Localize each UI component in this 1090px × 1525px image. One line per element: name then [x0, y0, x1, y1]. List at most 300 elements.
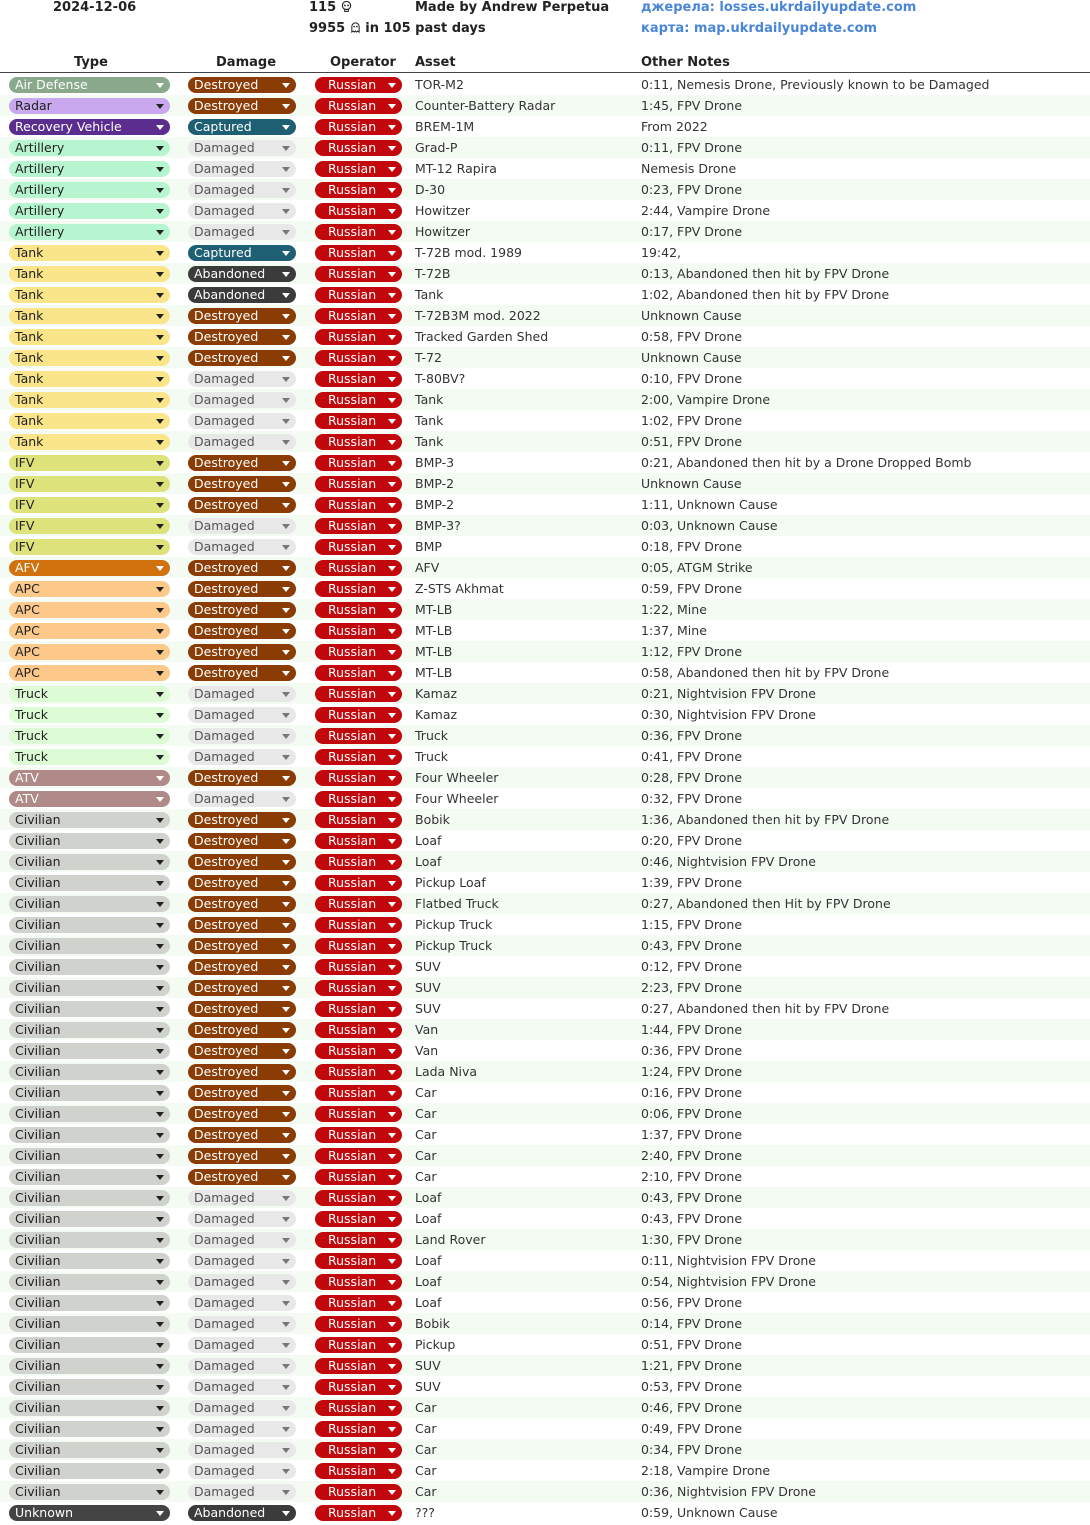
type-select[interactable]	[9, 602, 170, 618]
notes-cell: 0:11, Nightvision FPV Drone	[641, 1253, 816, 1268]
operator-select[interactable]	[315, 161, 402, 177]
damage-select-label: Damaged	[194, 1232, 255, 1247]
type-select[interactable]	[9, 518, 170, 534]
type-select[interactable]	[9, 350, 170, 366]
damage-select[interactable]	[188, 392, 296, 408]
type-select[interactable]	[9, 938, 170, 954]
damage-select-label: Destroyed	[194, 308, 259, 323]
type-select[interactable]	[9, 203, 170, 219]
damage-select[interactable]	[188, 1505, 296, 1521]
damage-select[interactable]	[188, 434, 296, 450]
operator-select[interactable]	[315, 476, 402, 492]
asset-cell: Pickup Loaf	[415, 875, 486, 890]
damage-select[interactable]	[188, 1463, 296, 1479]
damage-select[interactable]	[188, 581, 296, 597]
asset-cell: Car	[415, 1106, 437, 1121]
operator-select-label: Russian	[328, 581, 377, 596]
type-select[interactable]	[9, 1211, 170, 1227]
damage-select[interactable]	[188, 1316, 296, 1332]
damage-select[interactable]	[188, 161, 296, 177]
damage-select[interactable]	[188, 1022, 296, 1038]
operator-select[interactable]	[315, 1274, 402, 1290]
damage-select[interactable]	[188, 476, 296, 492]
damage-select[interactable]	[188, 602, 296, 618]
type-select[interactable]	[9, 791, 170, 807]
operator-select-label: Russian	[328, 518, 377, 533]
type-select[interactable]	[9, 455, 170, 471]
damage-select[interactable]	[188, 413, 296, 429]
damage-select[interactable]	[188, 686, 296, 702]
dropdown-arrow-icon	[156, 860, 164, 865]
dropdown-arrow-icon	[156, 230, 164, 235]
operator-select[interactable]	[315, 1232, 402, 1248]
type-select[interactable]	[9, 1022, 170, 1038]
type-select-label: Tank	[15, 266, 44, 281]
operator-select[interactable]	[315, 1295, 402, 1311]
type-select[interactable]	[9, 182, 170, 198]
sources-link[interactable]: джерела: losses.ukrdailyupdate.com	[641, 0, 917, 15]
damage-select[interactable]	[188, 140, 296, 156]
type-select[interactable]	[9, 875, 170, 891]
dropdown-arrow-icon	[388, 482, 396, 487]
operator-select-label: Russian	[328, 854, 377, 869]
type-select[interactable]	[9, 119, 170, 135]
dropdown-arrow-icon	[282, 125, 290, 130]
type-select[interactable]	[9, 644, 170, 660]
damage-select[interactable]	[188, 203, 296, 219]
type-select[interactable]	[9, 770, 170, 786]
damage-select[interactable]	[188, 980, 296, 996]
type-select[interactable]	[9, 1358, 170, 1374]
type-select[interactable]	[9, 812, 170, 828]
damage-select[interactable]	[188, 1232, 296, 1248]
type-select[interactable]	[9, 728, 170, 744]
type-select-label: Civilian	[15, 1295, 61, 1310]
operator-select[interactable]	[315, 1127, 402, 1143]
type-select[interactable]	[9, 371, 170, 387]
operator-select[interactable]	[315, 1400, 402, 1416]
operator-select[interactable]	[315, 1379, 402, 1395]
operator-select[interactable]	[315, 1085, 402, 1101]
operator-select[interactable]	[315, 623, 402, 639]
damage-select[interactable]	[188, 1484, 296, 1500]
damage-select[interactable]	[188, 1400, 296, 1416]
type-select[interactable]	[9, 980, 170, 996]
dropdown-arrow-icon	[388, 545, 396, 550]
operator-select[interactable]	[315, 854, 402, 870]
table-row	[0, 74, 1090, 95]
operator-select[interactable]	[315, 707, 402, 723]
damage-select[interactable]	[188, 1085, 296, 1101]
operator-select[interactable]	[315, 497, 402, 513]
type-select[interactable]	[9, 1043, 170, 1059]
table-row	[0, 284, 1090, 305]
type-select[interactable]	[9, 245, 170, 261]
dropdown-arrow-icon	[388, 1343, 396, 1348]
asset-cell: MT-LB	[415, 602, 453, 617]
operator-select-label: Russian	[328, 308, 377, 323]
operator-select[interactable]	[315, 287, 402, 303]
type-select[interactable]	[9, 833, 170, 849]
type-select[interactable]	[9, 1316, 170, 1332]
operator-select[interactable]	[315, 1106, 402, 1122]
type-select[interactable]	[9, 392, 170, 408]
damage-select[interactable]	[188, 245, 296, 261]
operator-select[interactable]	[315, 98, 402, 114]
operator-select[interactable]	[315, 770, 402, 786]
type-select[interactable]	[9, 308, 170, 324]
type-select-label: Civilian	[15, 854, 61, 869]
damage-select[interactable]	[188, 623, 296, 639]
damage-select-label: Damaged	[194, 1253, 255, 1268]
type-select[interactable]	[9, 1295, 170, 1311]
dropdown-arrow-icon	[156, 776, 164, 781]
table-row	[0, 788, 1090, 809]
damage-select[interactable]	[188, 917, 296, 933]
operator-select[interactable]	[315, 980, 402, 996]
type-select[interactable]	[9, 140, 170, 156]
operator-select[interactable]	[315, 413, 402, 429]
operator-select-label: Russian	[328, 1232, 377, 1247]
damage-select[interactable]	[188, 119, 296, 135]
operator-select[interactable]	[315, 266, 402, 282]
type-select[interactable]	[9, 581, 170, 597]
type-select[interactable]	[9, 413, 170, 429]
operator-select[interactable]	[315, 644, 402, 660]
operator-select[interactable]	[315, 371, 402, 387]
type-select[interactable]	[9, 1169, 170, 1185]
dropdown-arrow-icon	[388, 356, 396, 361]
damage-select[interactable]	[188, 77, 296, 93]
dropdown-arrow-icon	[388, 1322, 396, 1327]
type-select-label: ATV	[15, 770, 39, 785]
type-select[interactable]	[9, 1106, 170, 1122]
type-select[interactable]	[9, 686, 170, 702]
type-select[interactable]	[9, 959, 170, 975]
dropdown-arrow-icon	[388, 713, 396, 718]
operator-select[interactable]	[315, 77, 402, 93]
type-select-label: Artillery	[15, 161, 65, 176]
dropdown-arrow-icon	[156, 209, 164, 214]
operator-select[interactable]	[315, 833, 402, 849]
damage-select[interactable]	[188, 644, 296, 660]
total-count	[309, 21, 486, 36]
type-select[interactable]	[9, 1085, 170, 1101]
operator-select[interactable]	[315, 560, 402, 576]
operator-select[interactable]	[315, 182, 402, 198]
operator-select[interactable]	[315, 812, 402, 828]
dropdown-arrow-icon	[156, 797, 164, 802]
operator-select-label: Russian	[328, 875, 377, 890]
damage-select[interactable]	[188, 1379, 296, 1395]
operator-select[interactable]	[315, 539, 402, 555]
operator-select[interactable]	[315, 749, 402, 765]
damage-select[interactable]	[188, 1274, 296, 1290]
asset-cell: Tank	[415, 413, 444, 428]
type-select[interactable]	[9, 476, 170, 492]
damage-select[interactable]	[188, 791, 296, 807]
operator-select[interactable]	[315, 140, 402, 156]
operator-select[interactable]	[315, 1001, 402, 1017]
operator-select[interactable]	[315, 392, 402, 408]
operator-select[interactable]	[315, 455, 402, 471]
type-select[interactable]	[9, 749, 170, 765]
type-select-label: APC	[15, 602, 40, 617]
type-select[interactable]	[9, 224, 170, 240]
operator-select[interactable]	[315, 1190, 402, 1206]
operator-select[interactable]	[315, 896, 402, 912]
operator-select[interactable]	[315, 917, 402, 933]
dropdown-arrow-icon	[388, 188, 396, 193]
type-select[interactable]	[9, 854, 170, 870]
damage-select[interactable]	[188, 518, 296, 534]
damage-select-label: Damaged	[194, 1211, 255, 1226]
operator-select[interactable]	[315, 665, 402, 681]
table-row	[0, 95, 1090, 116]
dropdown-arrow-icon	[282, 1280, 290, 1285]
type-select[interactable]	[9, 1484, 170, 1500]
damage-select[interactable]	[188, 1148, 296, 1164]
damage-select[interactable]	[188, 770, 296, 786]
damage-select[interactable]	[188, 1064, 296, 1080]
operator-select[interactable]	[315, 791, 402, 807]
operator-select[interactable]	[315, 1316, 402, 1332]
type-select[interactable]	[9, 98, 170, 114]
dropdown-arrow-icon	[156, 608, 164, 613]
damage-select[interactable]	[188, 308, 296, 324]
type-select[interactable]	[9, 1001, 170, 1017]
dropdown-arrow-icon	[388, 608, 396, 613]
damage-select-label: Damaged	[194, 1400, 255, 1415]
operator-select[interactable]	[315, 686, 402, 702]
operator-select[interactable]	[315, 1169, 402, 1185]
dropdown-arrow-icon	[156, 356, 164, 361]
damage-select[interactable]	[188, 1253, 296, 1269]
damage-select[interactable]	[188, 707, 296, 723]
type-select[interactable]	[9, 1337, 170, 1353]
notes-cell: 0:27, Abandoned then Hit by FPV Drone	[641, 896, 891, 911]
operator-select[interactable]	[315, 938, 402, 954]
operator-select[interactable]	[315, 728, 402, 744]
operator-select[interactable]	[315, 1505, 402, 1521]
damage-select[interactable]	[188, 1211, 296, 1227]
type-select[interactable]	[9, 1421, 170, 1437]
type-select[interactable]	[9, 1148, 170, 1164]
notes-cell: Unknown Cause	[641, 476, 742, 491]
type-select[interactable]	[9, 1064, 170, 1080]
type-select[interactable]	[9, 1232, 170, 1248]
damage-select[interactable]	[188, 959, 296, 975]
type-select[interactable]	[9, 329, 170, 345]
operator-select[interactable]	[315, 1253, 402, 1269]
operator-select[interactable]	[315, 1358, 402, 1374]
operator-select[interactable]	[315, 224, 402, 240]
damage-select[interactable]	[188, 1001, 296, 1017]
asset-cell: Loaf	[415, 1190, 442, 1205]
operator-select[interactable]	[315, 1211, 402, 1227]
dropdown-arrow-icon	[282, 545, 290, 550]
damage-select[interactable]	[188, 665, 296, 681]
dropdown-arrow-icon	[156, 1112, 164, 1117]
damage-select[interactable]	[188, 329, 296, 345]
type-select[interactable]	[9, 560, 170, 576]
damage-select[interactable]	[188, 854, 296, 870]
table-row	[0, 1187, 1090, 1208]
dropdown-arrow-icon	[156, 650, 164, 655]
operator-select[interactable]	[315, 1484, 402, 1500]
type-select[interactable]	[9, 539, 170, 555]
damage-select[interactable]	[188, 875, 296, 891]
damage-select-label: Destroyed	[194, 602, 259, 617]
dropdown-arrow-icon	[156, 734, 164, 739]
type-select[interactable]	[9, 497, 170, 513]
dropdown-arrow-icon	[388, 776, 396, 781]
operator-select-label: Russian	[328, 644, 377, 659]
operator-select[interactable]	[315, 1022, 402, 1038]
operator-select[interactable]	[315, 308, 402, 324]
dropdown-arrow-icon	[388, 1070, 396, 1075]
operator-select[interactable]	[315, 1463, 402, 1479]
dropdown-arrow-icon	[156, 419, 164, 424]
damage-select[interactable]	[188, 749, 296, 765]
dropdown-arrow-icon	[282, 860, 290, 865]
asset-cell: Pickup Truck	[415, 917, 493, 932]
type-select-label: Civilian	[15, 1064, 61, 1079]
damage-select[interactable]	[188, 1337, 296, 1353]
damage-select[interactable]	[188, 812, 296, 828]
operator-select[interactable]	[315, 602, 402, 618]
type-select[interactable]	[9, 1400, 170, 1416]
damage-select[interactable]	[188, 1190, 296, 1206]
damage-select[interactable]	[188, 1421, 296, 1437]
operator-select[interactable]	[315, 875, 402, 891]
damage-select[interactable]	[188, 371, 296, 387]
notes-cell: 0:11, FPV Drone	[641, 140, 743, 155]
type-select-label: Civilian	[15, 1106, 61, 1121]
type-select-label: Civilian	[15, 1274, 61, 1289]
damage-select[interactable]	[188, 1295, 296, 1311]
type-select[interactable]	[9, 266, 170, 282]
notes-cell: 0:06, FPV Drone	[641, 1106, 743, 1121]
type-select[interactable]	[9, 1274, 170, 1290]
type-select[interactable]	[9, 1463, 170, 1479]
type-select[interactable]	[9, 77, 170, 93]
operator-select[interactable]	[315, 350, 402, 366]
type-select[interactable]	[9, 1127, 170, 1143]
damage-select-label: Destroyed	[194, 623, 259, 638]
operator-select[interactable]	[315, 1337, 402, 1353]
type-select[interactable]	[9, 1442, 170, 1458]
type-select[interactable]	[9, 1379, 170, 1395]
map-link[interactable]: карта: map.ukrdailyupdate.com	[641, 21, 878, 36]
dropdown-arrow-icon	[282, 1406, 290, 1411]
damage-select[interactable]	[188, 98, 296, 114]
asset-cell: T-72B mod. 1989	[415, 245, 522, 260]
damage-select-label: Damaged	[194, 1274, 255, 1289]
damage-select[interactable]	[188, 1169, 296, 1185]
asset-cell: T-72	[415, 350, 442, 365]
damage-select[interactable]	[188, 1106, 296, 1122]
damage-select[interactable]	[188, 287, 296, 303]
notes-cell: 0:41, FPV Drone	[641, 749, 743, 764]
operator-select[interactable]	[315, 1148, 402, 1164]
operator-select-label: Russian	[328, 749, 377, 764]
damage-select[interactable]	[188, 896, 296, 912]
notes-cell: 0:30, Nightvision FPV Drone	[641, 707, 816, 722]
type-select[interactable]	[9, 917, 170, 933]
damage-select[interactable]	[188, 455, 296, 471]
type-select[interactable]	[9, 665, 170, 681]
type-select[interactable]	[9, 161, 170, 177]
damage-select[interactable]	[188, 1358, 296, 1374]
operator-select[interactable]	[315, 245, 402, 261]
dropdown-arrow-icon	[156, 629, 164, 634]
damage-select[interactable]	[188, 182, 296, 198]
damage-select[interactable]	[188, 266, 296, 282]
damage-select[interactable]	[188, 1442, 296, 1458]
damage-select-label: Damaged	[194, 1337, 255, 1352]
damage-select[interactable]	[188, 560, 296, 576]
type-select-label: Tank	[15, 350, 44, 365]
operator-select-label: Russian	[328, 329, 377, 344]
type-select[interactable]	[9, 434, 170, 450]
type-select[interactable]	[9, 707, 170, 723]
operator-select-label: Russian	[328, 917, 377, 932]
damage-select-label: Destroyed	[194, 350, 259, 365]
asset-cell: Loaf	[415, 854, 442, 869]
type-select[interactable]	[9, 1253, 170, 1269]
table-row	[0, 1292, 1090, 1313]
type-select[interactable]	[9, 1505, 170, 1521]
operator-select[interactable]	[315, 581, 402, 597]
type-select[interactable]	[9, 896, 170, 912]
operator-select[interactable]	[315, 1442, 402, 1458]
notes-cell: 2:44, Vampire Drone	[641, 203, 771, 218]
notes-cell: 0:59, FPV Drone	[641, 581, 743, 596]
operator-select[interactable]	[315, 1421, 402, 1437]
damage-select[interactable]	[188, 497, 296, 513]
operator-select[interactable]	[315, 1064, 402, 1080]
damage-select[interactable]	[188, 1043, 296, 1059]
type-select[interactable]	[9, 623, 170, 639]
damage-select[interactable]	[188, 938, 296, 954]
type-select[interactable]	[9, 1190, 170, 1206]
dropdown-arrow-icon	[156, 587, 164, 592]
asset-cell: Car	[415, 1421, 437, 1436]
dropdown-arrow-icon	[282, 944, 290, 949]
damage-select[interactable]	[188, 833, 296, 849]
damage-select[interactable]	[188, 728, 296, 744]
damage-select-label: Damaged	[194, 791, 255, 806]
operator-select[interactable]	[315, 1043, 402, 1059]
dropdown-arrow-icon	[156, 1301, 164, 1306]
damage-select[interactable]	[188, 224, 296, 240]
operator-select[interactable]	[315, 119, 402, 135]
operator-select[interactable]	[315, 959, 402, 975]
damage-select[interactable]	[188, 539, 296, 555]
damage-select[interactable]	[188, 350, 296, 366]
operator-select[interactable]	[315, 203, 402, 219]
dropdown-arrow-icon	[156, 461, 164, 466]
damage-select[interactable]	[188, 1127, 296, 1143]
damage-select-label: Destroyed	[194, 938, 259, 953]
operator-select[interactable]	[315, 434, 402, 450]
operator-select[interactable]	[315, 329, 402, 345]
type-select[interactable]	[9, 287, 170, 303]
notes-cell: 0:36, Nightvision FPV Drone	[641, 1484, 816, 1499]
operator-select[interactable]	[315, 518, 402, 534]
dropdown-arrow-icon	[282, 1259, 290, 1264]
